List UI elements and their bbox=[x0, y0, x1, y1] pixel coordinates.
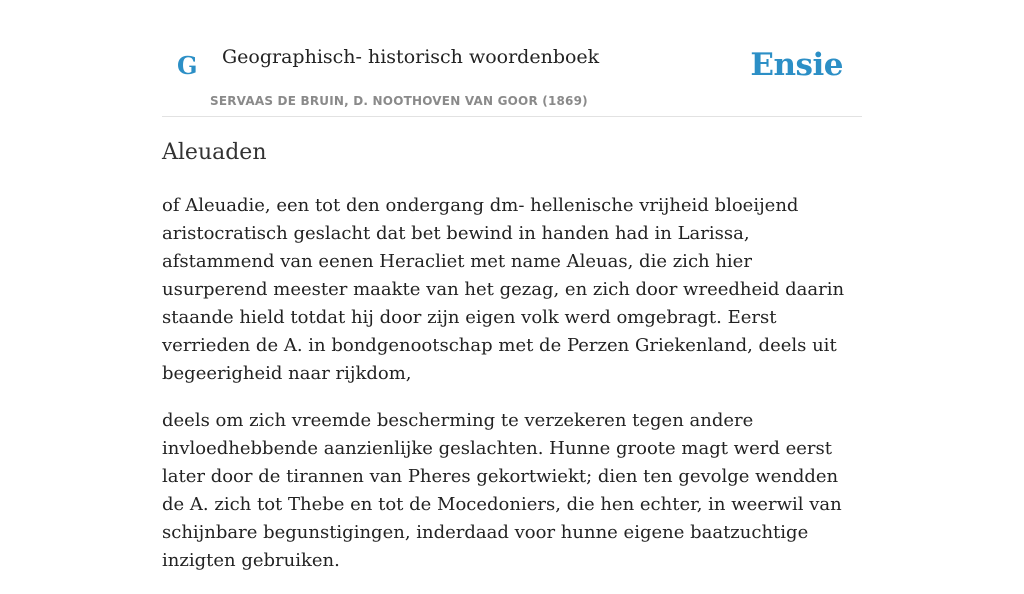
ensie-logo[interactable]: Ensie bbox=[750, 47, 843, 83]
dictionary-letter-icon: G bbox=[177, 51, 198, 80]
entry-content bbox=[162, 192, 862, 594]
dictionary-title[interactable]: Geographisch- historisch woordenboek bbox=[222, 46, 600, 68]
dictionary-authors: SERVAAS DE BRUIN, D. NOOTHOVEN VAN GOOR (1869) bbox=[210, 94, 588, 108]
entry-paragraph-1: of Aleuadie, een tot den ondergang dm- hellenische vrijheid bloeijend aristocratisch geslacht dat bet bewind in handen had in Larissa, afstammend van eenen Heracliet met name Aleuas, die zich hier usurperend meester maakte van het gezag, en zich door wreedheid daarin staande hield totdat hij door zijn eigen volk werd omgebragt. Eerst verrieden de A. in bondgenootschap met de Perzen Griekenland, deels uit begeerigheid naar rijkdom, bbox=[162, 195, 845, 384]
page-header bbox=[162, 0, 862, 117]
entry-paragraph-2: deels om zich vreemde bescherming te verzekeren tegen andere invloedhebbende aanzienlijke geslachten. Hunne groote magt werd eerst later door de tirannen van Pheres gekortwiekt; dien ten gevolge wendden de A. zich tot Thebe en tot de Mocedoniers, die hen echter, in weerwil van schijnbare begunstigingen, inderdaad voor hunne eigene baatzuchtige inzigten gebruiken. bbox=[162, 410, 842, 571]
entry-title: Aleuaden bbox=[162, 140, 267, 165]
